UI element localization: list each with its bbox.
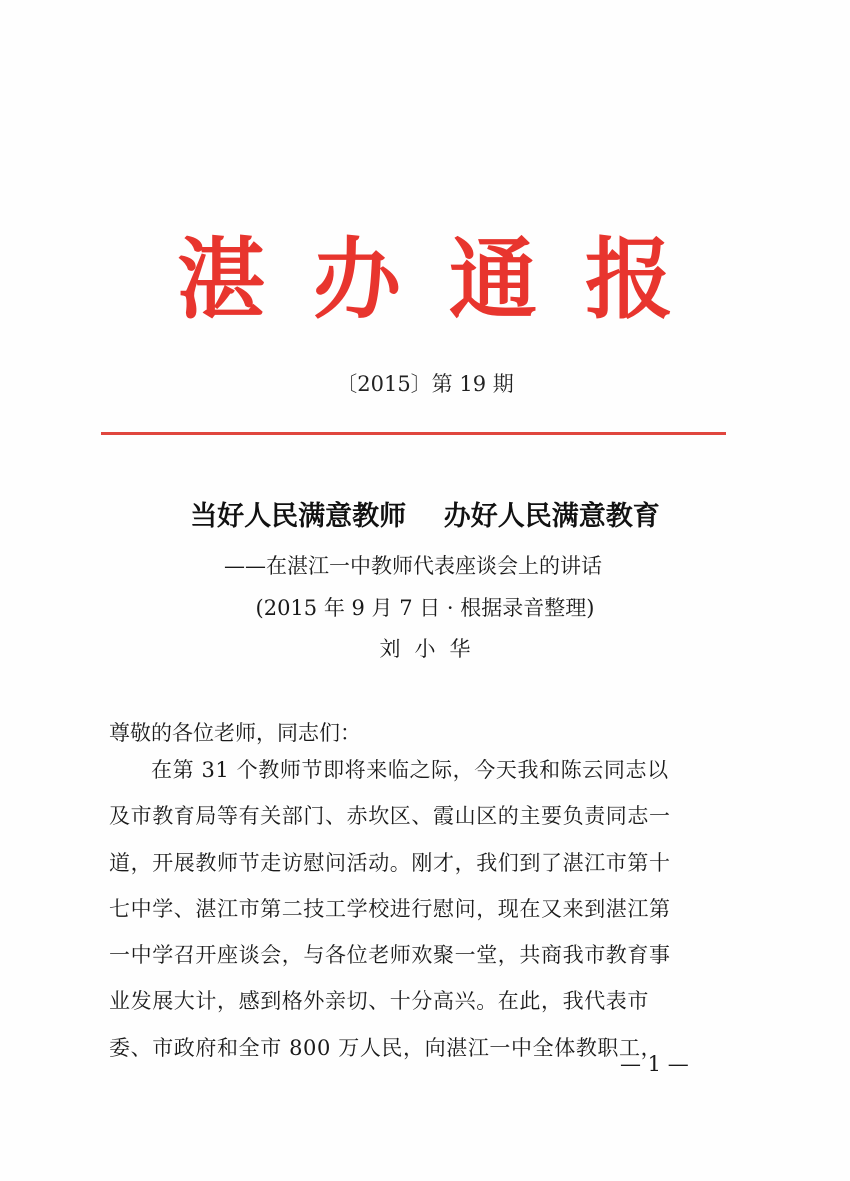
body-paragraph xyxy=(109,755,759,1079)
speech-subtitle: ——在湛江一中教师代表座谈会上的讲话 xyxy=(224,554,602,578)
issue-number: 〔2015〕第 19 期 xyxy=(336,372,514,396)
body-line: 七中学、湛江市第二技工学校进行慰问，现在又来到湛江第 xyxy=(109,896,671,921)
body-line: 在第 31 个教师节即将来临之际，今天我和陈云同志以 xyxy=(151,758,669,782)
page-number: — 1 — xyxy=(620,1052,689,1076)
body-line: 一中学召开座谈会，与各位老师欢聚一堂，共商我市教育事 xyxy=(109,943,671,968)
speech-title: 当好人民满意教师 办好人民满意教育 xyxy=(190,501,660,532)
body-line: 业发展大计，感到格外亲切、十分高兴。在此，我代表市 xyxy=(109,989,649,1014)
masthead-title: 湛办通报 xyxy=(176,228,721,331)
red-divider-rule xyxy=(101,432,726,435)
body-line: 及市教育局等有关部门、赤坎区、霞山区的主要负责同志一 xyxy=(109,804,671,829)
body-line: 委、市政府和全市 800 万人民，向湛江一中全体教职工， xyxy=(109,1035,663,1060)
speech-dateline: (2015 年 9 月 7 日 · 根据录音整理) xyxy=(255,596,595,620)
body-line: 道，开展教师节走访慰问活动。刚才，我们到了湛江市第十 xyxy=(109,850,671,875)
salutation: 尊敬的各位老师，同志们： xyxy=(109,721,361,745)
speech-author: 刘小华 xyxy=(379,637,485,661)
